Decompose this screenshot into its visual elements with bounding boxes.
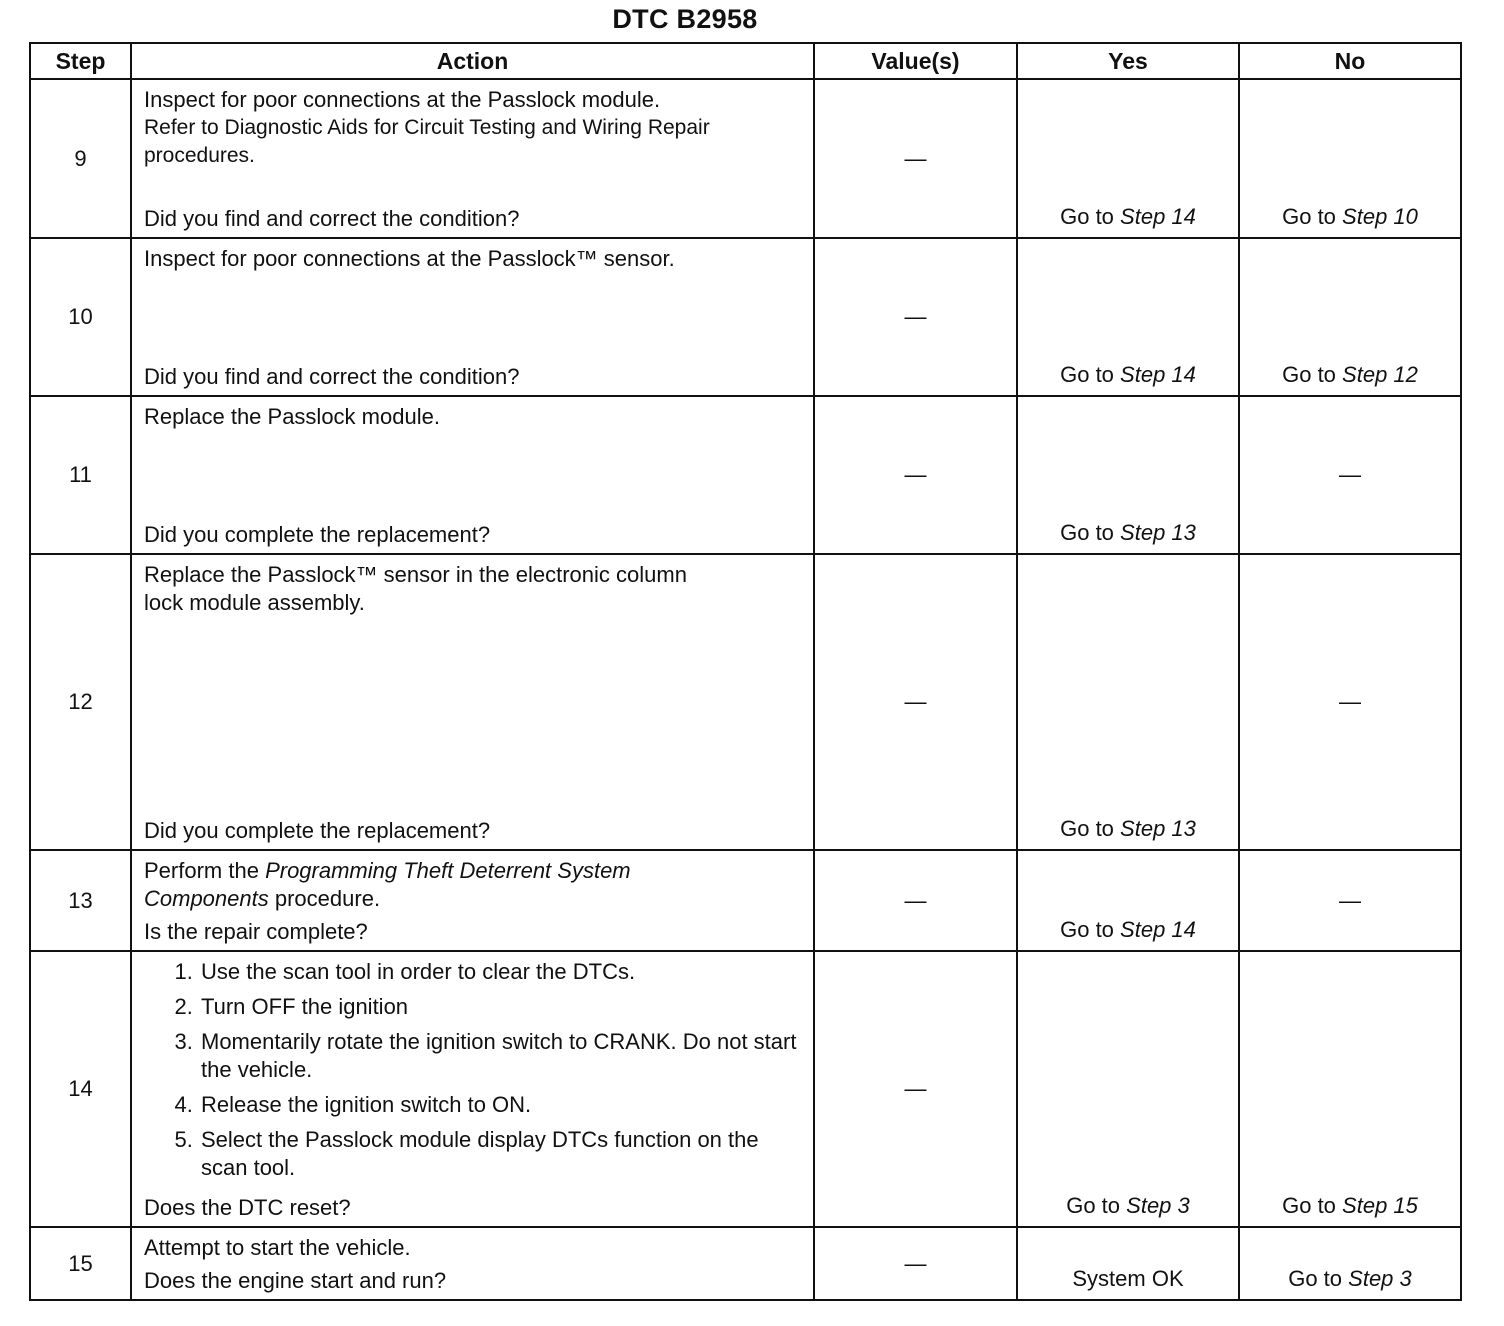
procedure-name: Programming Theft Deterrent System (265, 858, 631, 883)
yes-goto (1018, 916, 1238, 944)
header-yes: Yes (1017, 43, 1239, 79)
yes-cell (1017, 238, 1239, 396)
action-cell (131, 951, 814, 1227)
action-text: procedures. (144, 144, 255, 167)
yes-result: System OK (1072, 1266, 1184, 1291)
no-cell (1239, 1227, 1461, 1300)
no-cell: — (1239, 396, 1461, 554)
goto-step: Step 13 (1120, 816, 1196, 841)
goto-prefix: Go to (1060, 362, 1114, 387)
action-text: Inspect for poor connections at the Passlock module. (144, 87, 661, 112)
no-goto (1240, 1265, 1460, 1293)
value-cell: — (814, 79, 1017, 238)
action-cell (131, 850, 814, 951)
table-row (30, 1227, 1461, 1300)
action-text: Inspect for poor connections at the Passlock™ sensor. (144, 246, 675, 271)
table-row (30, 850, 1461, 951)
action-text: Replace the Passlock module. (144, 404, 440, 429)
goto-prefix: Go to (1060, 520, 1114, 545)
action-text (144, 857, 801, 885)
question-text: Does the engine start and run? (144, 1268, 447, 1293)
yes-goto (1018, 519, 1238, 547)
goto-step: Step 14 (1120, 917, 1196, 942)
diagnostic-table (29, 42, 1462, 1301)
header-action: Action (131, 43, 814, 79)
no-cell: — (1239, 554, 1461, 850)
yes-goto (1018, 1192, 1238, 1220)
action-cell (131, 79, 814, 238)
question-text: Did you complete the replacement? (144, 522, 491, 547)
no-cell (1239, 79, 1461, 238)
value-cell: — (814, 951, 1017, 1227)
question-text: Is the repair complete? (144, 919, 368, 944)
yes-cell (1017, 1227, 1239, 1300)
goto-prefix: Go to (1060, 917, 1114, 942)
value-cell: — (814, 238, 1017, 396)
sub-step: 5. Select the Passlock module display DTCs function on the scan tool. (199, 1126, 801, 1182)
goto-prefix: Go to (1288, 1266, 1343, 1291)
goto-step: Step 12 (1342, 362, 1418, 387)
value-cell: — (814, 554, 1017, 850)
value-cell: — (814, 396, 1017, 554)
procedure-name-cont: Components (144, 886, 269, 911)
goto-step: Step 15 (1342, 1193, 1418, 1218)
no-goto (1240, 361, 1460, 389)
table-row (30, 554, 1461, 850)
action-cell (131, 554, 814, 850)
action-text: Attempt to start the vehicle. (144, 1235, 411, 1260)
goto-step: Step 13 (1120, 520, 1196, 545)
step-number: 14 (30, 951, 131, 1227)
step-number: 11 (30, 396, 131, 554)
header-step: Step (30, 43, 131, 79)
action-prefix: Perform the (144, 858, 259, 883)
goto-prefix: Go to (1060, 204, 1114, 229)
goto-prefix: Go to (1282, 362, 1336, 387)
sub-step-list (144, 958, 801, 1182)
sub-step: 4. Release the ignition switch to ON. (199, 1091, 801, 1119)
yes-goto (1018, 203, 1238, 231)
table-row (30, 79, 1461, 238)
sub-step: 3. Momentarily rotate the ignition switch to CRANK. Do not start the vehicle. (199, 1028, 801, 1084)
value-cell: — (814, 1227, 1017, 1300)
action-cell (131, 238, 814, 396)
goto-prefix: Go to (1066, 1193, 1121, 1218)
yes-cell (1017, 850, 1239, 951)
yes-cell (1017, 396, 1239, 554)
sub-step: 2. Turn OFF the ignition (199, 993, 801, 1021)
goto-step: Step 3 (1126, 1193, 1190, 1218)
table-row (30, 951, 1461, 1227)
yes-goto (1018, 361, 1238, 389)
header-values: Value(s) (814, 43, 1017, 79)
step-number: 13 (30, 850, 131, 951)
question-text: Did you find and correct the condition? (144, 364, 520, 389)
header-no: No (1239, 43, 1461, 79)
question-text: Did you find and correct the condition? (144, 206, 520, 231)
yes-goto (1018, 815, 1238, 843)
document-title: DTC B2958 (612, 4, 758, 34)
goto-prefix: Go to (1060, 816, 1114, 841)
sub-step: 1. Use the scan tool in order to clear the DTCs. (199, 958, 801, 986)
action-text: Replace the Passlock™ sensor in the electronic column (144, 562, 687, 587)
question-text: Does the DTC reset? (144, 1195, 351, 1220)
value-cell: — (814, 850, 1017, 951)
step-number: 10 (30, 238, 131, 396)
no-goto (1240, 203, 1460, 231)
action-suffix: procedure. (274, 886, 381, 911)
goto-prefix: Go to (1282, 204, 1336, 229)
action-text: lock module assembly. (144, 590, 365, 615)
no-goto (1240, 1192, 1460, 1220)
table-header-row (30, 43, 1461, 79)
goto-step: Step 14 (1120, 204, 1196, 229)
yes-cell (1017, 79, 1239, 238)
action-cell (131, 1227, 814, 1300)
step-number: 12 (30, 554, 131, 850)
step-number: 15 (30, 1227, 131, 1300)
no-cell (1239, 238, 1461, 396)
goto-step: Step 14 (1120, 362, 1196, 387)
no-cell (1239, 951, 1461, 1227)
question-text: Did you complete the replacement? (144, 818, 491, 843)
action-text: Refer to Diagnostic Aids for Circuit Testing and Wiring Repair (144, 116, 710, 139)
step-number: 9 (30, 79, 131, 238)
yes-cell (1017, 554, 1239, 850)
goto-step: Step 10 (1342, 204, 1418, 229)
yes-cell (1017, 951, 1239, 1227)
goto-step: Step 3 (1348, 1266, 1412, 1291)
goto-prefix: Go to (1282, 1193, 1336, 1218)
table-row (30, 238, 1461, 396)
no-cell: — (1239, 850, 1461, 951)
action-cell (131, 396, 814, 554)
table-row (30, 396, 1461, 554)
action-text (144, 885, 801, 913)
